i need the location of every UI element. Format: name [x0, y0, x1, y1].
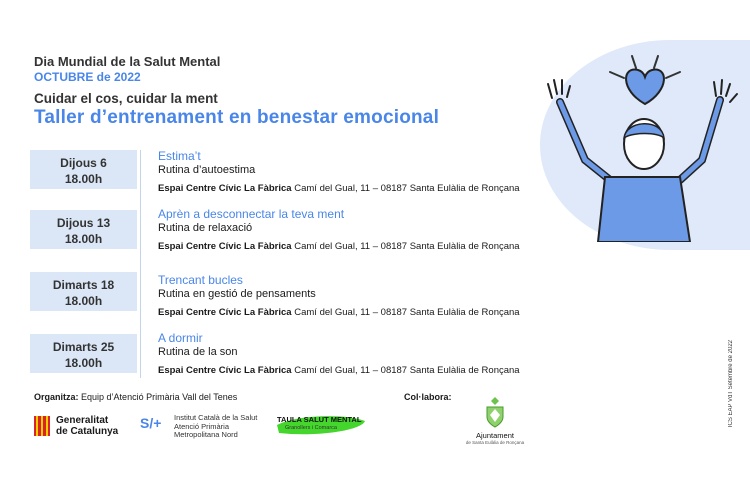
session-date-box — [30, 210, 137, 249]
session-address: Camí del Gual, 11 – 08187 Santa Eulàlia de Ronçana — [294, 183, 520, 194]
ics-line3: Metropolitana Nord — [174, 430, 238, 439]
session-location — [158, 241, 578, 253]
session-day: Dijous 13 — [56, 216, 111, 230]
session-subtitle: Rutina d’autoestima — [158, 164, 256, 176]
session-subtitle: Rutina en gestió de pensaments — [158, 288, 316, 300]
session-date-box — [30, 272, 137, 311]
session-time: 18.00h — [64, 232, 103, 246]
session-subtitle: Rutina de la son — [158, 346, 238, 358]
vertical-footnote: ICS EAP VdT Setembre de 2022 — [728, 340, 734, 428]
session-time: 18.00h — [64, 294, 103, 308]
taula-subtitle: Granollers i Comarca — [285, 425, 337, 431]
heart-icon — [626, 70, 664, 104]
session-details — [158, 331, 578, 377]
session-location — [158, 365, 578, 377]
session-address: Camí del Gual, 11 – 08187 Santa Eulàlia de Ronçana — [294, 307, 520, 318]
ajuntament-shield-icon — [483, 395, 507, 429]
taula-logo — [277, 415, 367, 443]
generalitat-line1: Generalitat — [56, 415, 109, 426]
session-address: Camí del Gual, 11 – 08187 Santa Eulàlia de Ronçana — [294, 241, 520, 252]
collaborator-label: Col·labora: — [404, 392, 452, 402]
ajuntament-subtitle: de Santa Eulàlia de Ronçana — [465, 440, 525, 445]
event-month: OCTUBRE de 2022 — [34, 70, 141, 84]
session-day: Dimarts 18 — [52, 278, 115, 292]
ajuntament-logo — [465, 395, 525, 447]
session-title: Estima’t — [158, 149, 201, 163]
ics-line1: Institut Català de la Salut — [174, 413, 258, 422]
organizer-label: Organitza: — [34, 392, 79, 402]
ics-logo — [140, 414, 270, 442]
session-location — [158, 183, 578, 195]
session-day: Dijous 6 — [60, 156, 107, 170]
taula-title: TAULA SALUT MENTAL — [277, 415, 362, 424]
ics-mark-icon: S/+ — [140, 415, 162, 431]
workshop-title: Taller d’entrenament en benestar emocional — [34, 107, 440, 128]
session-place: Espai Centre Cívic La Fàbrica — [158, 241, 292, 252]
organizer-name: Equip d’Atenció Primària Vall del Tenes — [81, 392, 238, 402]
ics-line2: Atenció Primària — [174, 421, 230, 431]
session-day: Dimarts 25 — [52, 340, 115, 354]
generalitat-emblem-icon — [34, 416, 50, 436]
session-time: 18.00h — [64, 356, 103, 370]
session-subtitle: Rutina de relaxació — [158, 222, 253, 234]
session-date-box — [30, 334, 137, 373]
event-day-title: Dia Mundial de la Salut Mental — [34, 54, 221, 69]
session-place: Espai Centre Cívic La Fàbrica — [158, 183, 292, 194]
session-details — [158, 149, 578, 195]
session-address: Camí del Gual, 11 – 08187 Santa Eulàlia de Ronçana — [294, 365, 520, 376]
session-title: A dormir — [158, 331, 203, 345]
organizer — [34, 392, 237, 402]
session-title: Trencant bucles — [158, 273, 243, 287]
session-location — [158, 307, 578, 319]
session-date-box — [30, 150, 137, 189]
schedule-divider — [140, 150, 141, 378]
session-time: 18.00h — [64, 172, 103, 186]
ajuntament-name: Ajuntament — [476, 431, 514, 440]
generalitat-line2: de Catalunya — [56, 426, 119, 437]
session-title: Aprèn a desconnectar la teva ment — [158, 207, 345, 221]
session-place: Espai Centre Cívic La Fàbrica — [158, 365, 292, 376]
session-place: Espai Centre Cívic La Fàbrica — [158, 307, 292, 318]
session-details — [158, 273, 578, 319]
session-details — [158, 207, 578, 253]
generalitat-logo — [34, 415, 134, 439]
event-slogan: Cuidar el cos, cuidar la ment — [34, 91, 218, 106]
